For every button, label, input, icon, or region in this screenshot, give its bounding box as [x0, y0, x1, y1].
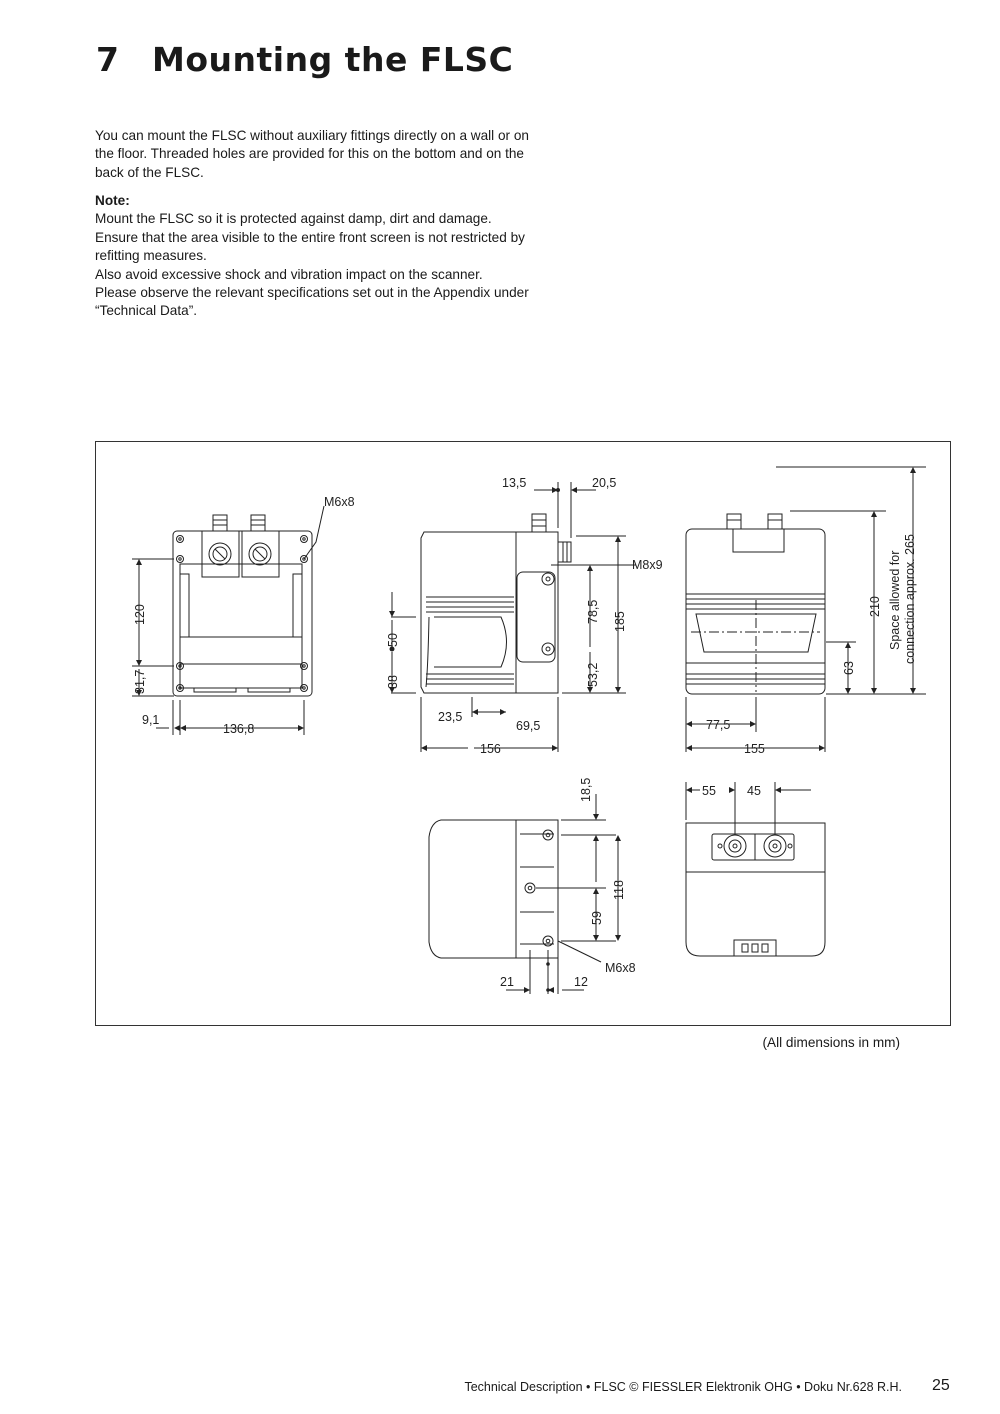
page-footer: Technical Description • FLSC © FIESSLER Elektronik OHG • Doku Nr.628 R.H. — [464, 1380, 902, 1394]
side-dim-38: 38 — [386, 675, 400, 689]
front-dim-31-7: 31,7 — [133, 669, 147, 694]
section-title: Mounting the FLSC — [152, 40, 514, 79]
side-dim-156: 156 — [480, 742, 501, 756]
bottom-dim-18-5: 18,5 — [579, 777, 593, 802]
intro-paragraph: You can mount the FLSC without auxiliary fittings directly on a wall or on the floor. Threaded holes are provided for this on the bottom and on the back of the FLSC. — [95, 128, 529, 180]
back-space-label-line2: connection approx. 265 — [903, 534, 917, 664]
page-number: 25 — [932, 1377, 950, 1394]
front-thread-label: M6x8 — [324, 495, 355, 509]
dimension-drawing — [96, 442, 952, 1027]
bottom-dim-12: 12 — [574, 975, 588, 989]
note-heading: Note: — [95, 193, 130, 208]
front-view — [132, 506, 324, 735]
front-dim-136-8: 136,8 — [223, 722, 255, 736]
back-dim-77-5: 77,5 — [706, 718, 731, 732]
bottom-dim-118: 118 — [612, 880, 626, 900]
section-heading — [96, 40, 513, 79]
side-thread-label: M8x9 — [632, 558, 663, 572]
figure-caption: (All dimensions in mm) — [762, 1035, 900, 1050]
bottom-dim-21: 21 — [500, 975, 514, 989]
side-dim-185: 185 — [613, 611, 627, 632]
side-dim-69-5: 69,5 — [516, 719, 541, 733]
note-line: Ensure that the area visible to the entire front screen is not restricted by refitting measures. — [95, 229, 525, 264]
section-number: 7 — [96, 40, 120, 79]
note-line: Mount the FLSC so it is protected against damp, dirt and damage. — [95, 211, 492, 227]
side-dim-20-5: 20,5 — [592, 476, 617, 490]
top-dim-55: 55 — [702, 784, 716, 798]
bottom-dim-59: 59 — [590, 911, 604, 925]
front-dim-120: 120 — [133, 604, 147, 625]
dimension-drawing-figure — [95, 441, 951, 1026]
bottom-view — [429, 794, 618, 994]
top-dim-45: 45 — [747, 784, 761, 798]
back-dim-210: 210 — [868, 596, 882, 617]
note-block — [95, 192, 535, 321]
side-dim-53-2: 53,2 — [586, 662, 600, 687]
top-view — [686, 782, 825, 956]
side-dim-50: 50 — [386, 633, 400, 647]
back-dim-63: 63 — [842, 661, 856, 675]
side-dim-78-5: 78,5 — [586, 599, 600, 624]
side-dim-23-5: 23,5 — [438, 710, 463, 724]
back-space-label-line1: Space allowed for — [888, 550, 902, 650]
side-dim-13-5: 13,5 — [502, 476, 527, 490]
note-line: Please observe the relevant specifications set out in the Appendix under “Technical Data”. — [95, 285, 529, 319]
back-dim-155: 155 — [744, 742, 765, 756]
front-dim-9-1: 9,1 — [142, 713, 160, 727]
bottom-thread-label: M6x8 — [605, 961, 636, 975]
note-line: Also avoid excessive shock and vibration impact on the scanner. — [95, 266, 483, 282]
